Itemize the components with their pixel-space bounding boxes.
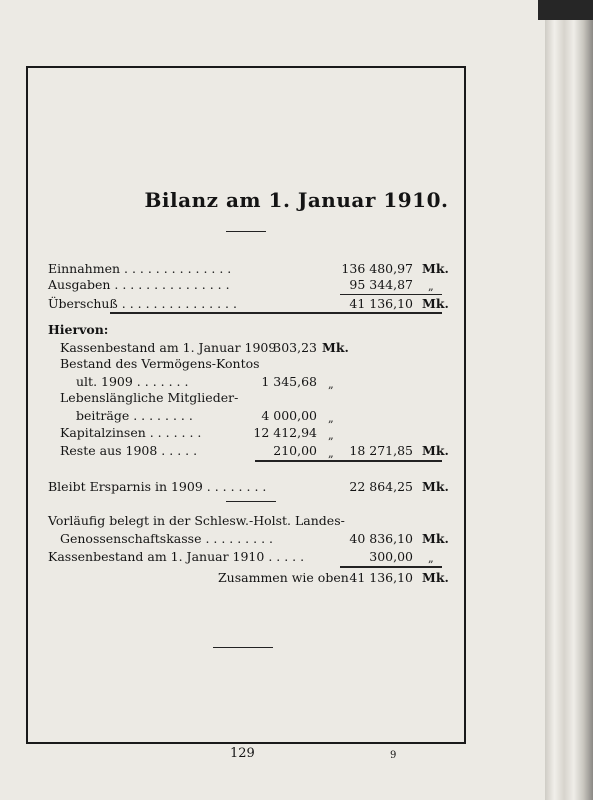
row-kassenbestand-1909-value: 303,23 <box>273 340 317 355</box>
background-corner <box>538 0 593 20</box>
row-einnahmen-value: 136 480,97 <box>341 261 413 276</box>
row-kassenbestand-1909-label: Kassenbestand am 1. Januar 1909 <box>60 340 277 355</box>
ditto-mark: „ <box>428 552 434 565</box>
row-vorlaeufig-line1: Vorläufig belegt in der Schlesw.-Holst. Landes- <box>48 513 345 528</box>
signature-mark: 9 <box>390 750 397 761</box>
title-divider <box>226 231 266 232</box>
row-ersparnis-label: Bleibt Ersparnis in 1909 . . . . . . . . <box>48 479 267 494</box>
row-reste-label: Reste aus 1908 . . . . . <box>60 443 198 458</box>
page-edges <box>545 0 593 800</box>
row-lebens-line1: Lebenslängliche Mitglieder- <box>60 390 239 405</box>
row-kapitalzinsen-label: Kapitalzinsen . . . . . . . <box>60 425 202 440</box>
unit-mk: Mk. <box>422 261 449 276</box>
closing-divider <box>213 647 273 648</box>
row-ausgaben-value: 95 344,87 <box>349 277 413 292</box>
unit-mk: Mk. <box>422 570 449 585</box>
ditto-mark: „ <box>428 280 434 293</box>
ditto-mark: „ <box>328 378 334 391</box>
row-bestand-line2: ult. 1909 . . . . . . . <box>76 374 189 389</box>
unit-mk: Mk. <box>422 296 449 311</box>
section-divider <box>226 501 276 502</box>
unit-mk: Mk. <box>322 340 349 355</box>
row-zusammen-value: 41 136,10 <box>349 570 413 585</box>
section-rule <box>110 312 442 314</box>
page-title: Bilanz am 1. Januar 1910. <box>144 188 449 212</box>
ditto-mark: „ <box>328 447 334 460</box>
row-kassenbestand-1910-value: 300,00 <box>369 549 413 564</box>
total-rule <box>255 460 442 462</box>
row-ausgaben-label: Ausgaben . . . . . . . . . . . . . . . <box>48 277 230 292</box>
hiervon-heading: Hiervon: <box>48 322 109 337</box>
row-reste-value: 210,00 <box>273 443 317 458</box>
ditto-mark: „ <box>328 412 334 425</box>
row-lebens-line2: beiträge . . . . . . . . <box>76 408 193 423</box>
row-vorlaeufig-line2: Genossenschaftskasse . . . . . . . . . <box>60 531 273 546</box>
row-einnahmen-label: Einnahmen . . . . . . . . . . . . . . <box>48 261 232 276</box>
page-number: 129 <box>230 746 255 761</box>
unit-mk: Mk. <box>422 443 449 458</box>
row-ueberschuss-label: Überschuß . . . . . . . . . . . . . . . <box>48 296 237 311</box>
row-kapitalzinsen-value: 12 412,94 <box>253 425 317 440</box>
row-bestand-value: 1 345,68 <box>261 374 317 389</box>
row-reste-total: 18 271,85 <box>349 443 413 458</box>
ditto-mark: „ <box>328 429 334 442</box>
row-zusammen-label: Zusammen wie oben <box>218 570 349 585</box>
unit-mk: Mk. <box>422 479 449 494</box>
row-bestand-line1: Bestand des Vermögens-Kontos <box>60 356 260 371</box>
row-kassenbestand-1910-label: Kassenbestand am 1. Januar 1910 . . . . . <box>48 549 305 564</box>
row-lebens-value: 4 000,00 <box>261 408 317 423</box>
sum-rule <box>340 294 442 295</box>
unit-mk: Mk. <box>422 531 449 546</box>
row-ueberschuss-value: 41 136,10 <box>349 296 413 311</box>
row-ersparnis-value: 22 864,25 <box>349 479 413 494</box>
row-vorlaeufig-value: 40 836,10 <box>349 531 413 546</box>
sum-rule <box>340 566 442 568</box>
